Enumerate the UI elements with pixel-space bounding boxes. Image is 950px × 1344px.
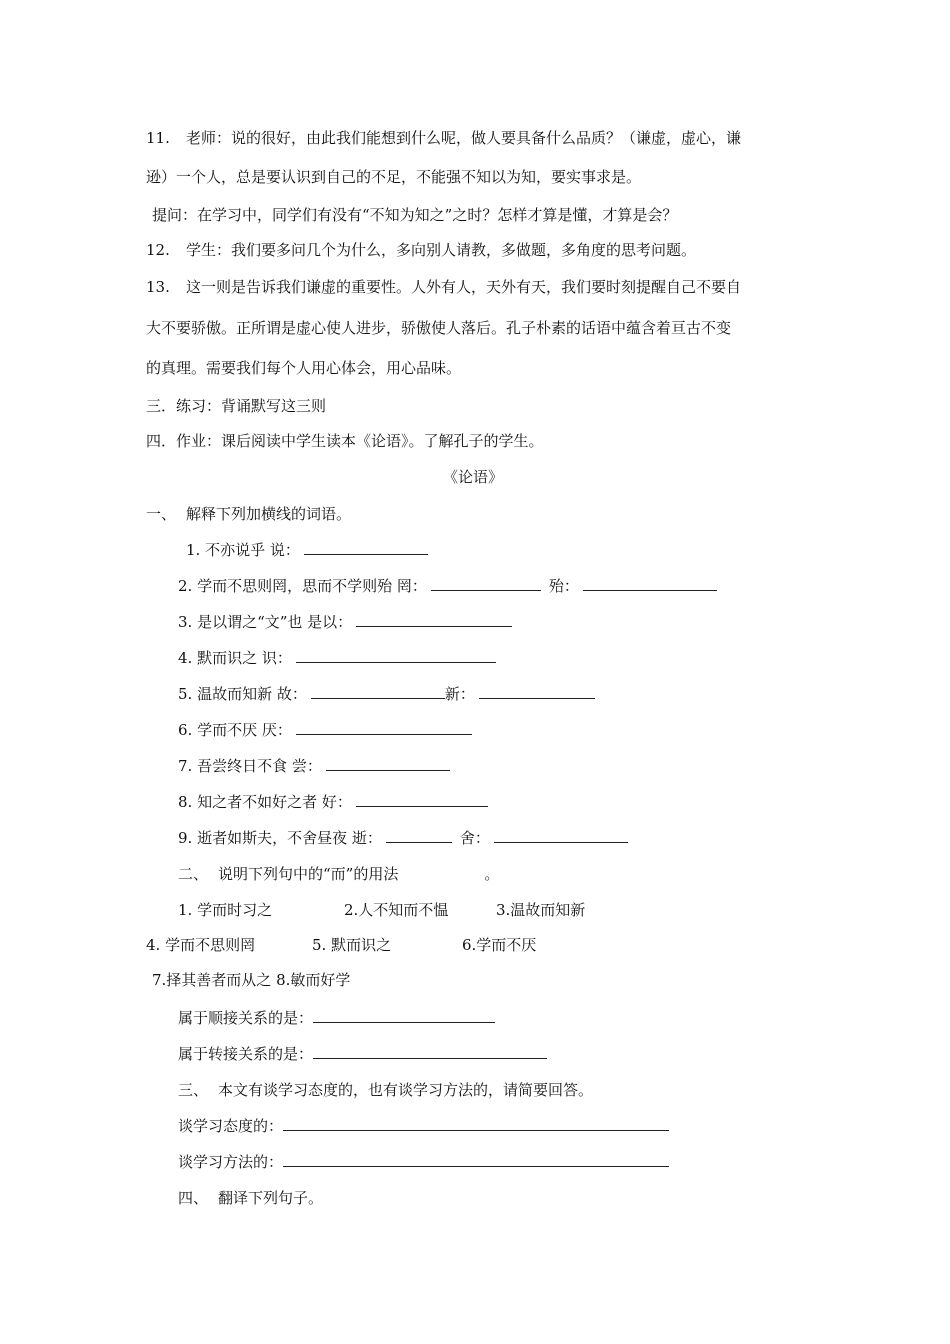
answer-label: 属于顺接关系的是： (178, 1009, 314, 1027)
answer-blank[interactable] (583, 576, 717, 591)
heading-period: 。 (484, 865, 500, 883)
answer-blank[interactable] (386, 828, 452, 843)
section-2-heading (178, 864, 499, 884)
heading-text: 说明下列句中的“而”的用法 (218, 865, 399, 883)
vocab-item-5 (178, 684, 595, 704)
answer-blank[interactable] (494, 828, 628, 843)
answer-blank[interactable] (326, 756, 450, 771)
item-number: 13. (146, 278, 170, 296)
answer-blank[interactable] (296, 648, 496, 663)
answer-label: 属于转接关系的是： (178, 1045, 314, 1063)
item-number: 11. (146, 129, 170, 147)
section-3-heading (178, 1080, 593, 1100)
answer-label: 谈学习方法的： (178, 1153, 284, 1171)
item-text: 学生：我们要多问几个为什么，多向别人请教，多做题，多角度的思考问题。 (186, 241, 697, 259)
vocab-text: 新： (444, 685, 475, 703)
practice-line: 三．练习：背诵默写这三则 (146, 397, 327, 415)
vocab-text: 6. 学而不厌 厌： (178, 721, 292, 739)
usage-row-3: 7.择其善者而从之 8.敏而好学 (152, 971, 351, 989)
vocab-text: 7. 吾尝终日不食 尝： (178, 757, 322, 775)
vocab-text: 2. 学而不思则罔，思而不学则殆 罔： (178, 577, 427, 595)
usage-row-2 (146, 935, 536, 955)
homework-line: 四．作业：课后阅读中学生读本《论语》。了解孔子的学生。 (146, 432, 544, 450)
shunjie-line (178, 1008, 495, 1028)
heading-text: 翻译下列句子。 (218, 1189, 324, 1207)
section-title: 《论语》 (443, 468, 504, 486)
heading-number: 四、 (178, 1189, 209, 1207)
item-text: 老师：说的很好，由此我们能想到什么呢，做人要具备什么品质？（谦虚，虚心，谦 (186, 129, 742, 147)
answer-blank[interactable] (311, 684, 445, 699)
vocab-item-6 (178, 720, 472, 740)
vocab-text: 9. 逝者如斯夫，不舍昼夜 逝： (178, 829, 382, 847)
section-1-heading (146, 504, 351, 524)
usage-item: 2.人不知而不愠 (344, 901, 449, 919)
item-13-line-2: 大不要骄傲。正所谓是虚心使人进步，骄傲使人落后。孔子朴素的话语中蕴含着亘古不变 (146, 319, 732, 337)
zhuanjie-line (178, 1044, 547, 1064)
vocab-item-2 (178, 576, 717, 596)
heading-text: 本文有谈学习态度的，也有谈学习方法的，请简要回答。 (218, 1081, 594, 1099)
attitude-line (178, 1116, 669, 1136)
heading-number: 二、 (178, 865, 209, 883)
usage-row-1 (178, 900, 585, 920)
vocab-text: 1. 不亦说乎 说： (186, 541, 300, 559)
item-text: 这一则是告诉我们谦虚的重要性。人外有人，天外有天，我们要时刻提醒自己不要自 (186, 278, 742, 296)
usage-item: 1. 学而时习之 (178, 901, 273, 919)
answer-blank[interactable] (313, 1008, 495, 1023)
vocab-text: 8. 知之者不如好之者 好： (178, 793, 352, 811)
heading-text: 解释下列加横线的词语。 (186, 505, 352, 523)
vocab-text: 4. 默而识之 识： (178, 649, 292, 667)
item-13-line-1 (146, 277, 741, 297)
vocab-item-1 (186, 540, 428, 560)
vocab-item-3 (178, 612, 512, 632)
question-line: 提问：在学习中，同学们有没有“不知为知之”之时？怎样才算是懂，才算是会？ (152, 206, 678, 224)
answer-blank[interactable] (283, 1116, 669, 1131)
answer-blank[interactable] (479, 684, 595, 699)
heading-number: 一、 (146, 505, 177, 523)
usage-item: 3.温故而知新 (496, 901, 586, 919)
answer-blank[interactable] (356, 612, 512, 627)
answer-blank[interactable] (431, 576, 541, 591)
answer-blank[interactable] (283, 1152, 669, 1167)
answer-blank[interactable] (313, 1044, 547, 1059)
vocab-item-8 (178, 792, 488, 812)
item-11-line-1 (146, 128, 741, 148)
item-number: 12. (146, 241, 170, 259)
item-13-line-3: 的真理。需要我们每个人用心体会，用心品味。 (146, 359, 462, 377)
usage-item: 4. 学而不思则罔 (146, 936, 256, 954)
heading-number: 三、 (178, 1081, 209, 1099)
method-line (178, 1152, 669, 1172)
vocab-item-4 (178, 648, 496, 668)
item-12 (146, 240, 696, 260)
answer-blank[interactable] (296, 720, 472, 735)
answer-blank[interactable] (356, 792, 488, 807)
usage-item: 6.学而不厌 (462, 936, 537, 954)
item-11-line-2: 逊）一个人，总是要认识到自己的不足，不能强不知以为知，要实事求是。 (146, 168, 642, 186)
answer-blank[interactable] (304, 540, 428, 555)
vocab-item-7 (178, 756, 450, 776)
vocab-text: 5. 温故而知新 故： (178, 685, 307, 703)
vocab-item-9 (178, 828, 628, 848)
vocab-text: 殆： (548, 577, 579, 595)
usage-item: 5. 默而识之 (312, 936, 392, 954)
answer-label: 谈学习态度的： (178, 1117, 284, 1135)
section-4-heading (178, 1188, 323, 1208)
vocab-text: 舍： (459, 829, 490, 847)
vocab-text: 3. 是以谓之“文”也 是以： (178, 613, 353, 631)
